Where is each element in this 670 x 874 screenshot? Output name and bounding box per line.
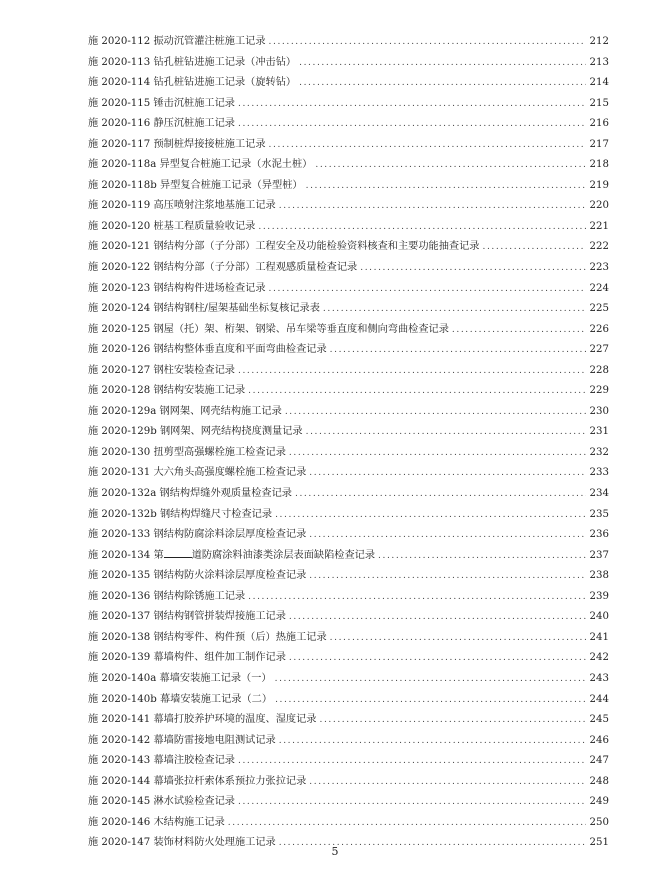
fill-in-blank	[164, 548, 192, 558]
toc-entry-title: 施 2020-145 淋水试验检查记录	[88, 796, 235, 808]
toc-entry[interactable]	[88, 813, 609, 834]
toc-entry-title: 施 2020-112 振动沉管灌注桩施工记录	[88, 36, 266, 47]
toc-leader-dots	[306, 176, 586, 197]
toc-entry-title: 施 2020-131 大六角头高强度螺栓施工检查记录	[88, 467, 307, 479]
toc-entry[interactable]	[88, 32, 609, 53]
toc-leader-dots	[323, 299, 586, 320]
toc-leader-dots	[289, 607, 586, 628]
toc-leader-dots	[330, 628, 586, 649]
toc-leader-dots	[238, 94, 586, 115]
toc-leader-dots	[482, 237, 586, 258]
toc-entry-title: 施 2020-114 钻孔桩钻进施工记录（旋转钻）	[88, 77, 297, 89]
toc-entry-title: 施 2020-129a 钢网架、网壳结构施工记录	[88, 405, 282, 417]
toc-leader-dots	[275, 505, 586, 526]
toc-leader-dots	[309, 772, 586, 793]
toc-entry-title: 施 2020-117 预制桩焊接接桩施工记录	[88, 138, 266, 150]
toc-leader-dots	[269, 279, 586, 300]
toc-entry-page: 241	[589, 631, 609, 643]
toc-entry-page: 214	[589, 77, 609, 89]
toc-entry-page: 220	[589, 200, 609, 212]
toc-entry[interactable]	[88, 340, 609, 361]
toc-entry[interactable]	[88, 463, 609, 484]
toc-entry[interactable]	[88, 772, 609, 793]
toc-entry-page: 222	[589, 241, 609, 253]
toc-leader-dots	[238, 792, 586, 813]
toc-leader-dots	[285, 402, 586, 423]
toc-entry-page: 250	[589, 816, 609, 828]
toc-entry-page: 223	[589, 262, 609, 274]
toc-entry-page: 242	[589, 652, 609, 664]
toc-entry-title: 施 2020-118a 异型复合桩施工记录（水泥土桩）	[88, 159, 313, 171]
toc-entry[interactable]	[88, 402, 609, 423]
toc-entry[interactable]	[88, 669, 609, 690]
toc-entry[interactable]	[88, 505, 609, 526]
toc-entry-page: 239	[589, 590, 609, 602]
toc-leader-dots	[309, 525, 586, 546]
toc-entry[interactable]	[88, 422, 609, 443]
toc-entry-page: 240	[589, 611, 609, 623]
toc-entry-page: 232	[589, 446, 609, 458]
toc-leader-dots	[309, 463, 586, 484]
toc-entry-title: 施 2020-140a 幕墙安装施工记录（一）	[88, 672, 272, 684]
toc-entry-page: 251	[589, 837, 609, 849]
toc-entry-page: 219	[589, 179, 609, 191]
toc-entry[interactable]	[88, 525, 609, 546]
toc-entry-page: 245	[589, 714, 609, 726]
toc-entry-title: 施 2020-136 钢结构除锈施工记录	[88, 590, 246, 602]
toc-entry-title: 施 2020-127 钢柱安装检查记录	[88, 364, 235, 376]
toc-leader-dots	[378, 546, 586, 567]
toc-entry-page: 235	[589, 508, 609, 520]
toc-entry-page: 224	[589, 282, 609, 294]
toc-entry[interactable]	[88, 751, 609, 772]
toc-entry[interactable]	[88, 258, 609, 279]
toc-leader-dots	[330, 340, 586, 361]
toc-entry[interactable]	[88, 196, 609, 217]
toc-entry-title: 施 2020-125 钢屋（托）架、桁架、钢梁、吊车梁等垂直度和侧向弯曲检查记录	[88, 323, 449, 335]
toc-leader-dots	[299, 53, 586, 74]
toc-entry-page: 248	[589, 775, 609, 787]
toc-leader-dots	[258, 217, 586, 238]
toc-entry-title: 施 2020-124 钢结构钢柱/屋架基础坐标复核记录表	[88, 303, 320, 315]
toc-leader-dots	[295, 484, 586, 505]
toc-entry[interactable]	[88, 176, 609, 197]
toc-entry[interactable]	[88, 237, 609, 258]
toc-entry-page: 237	[589, 549, 609, 561]
toc-entry-page: 249	[589, 796, 609, 808]
toc-entry-title: 施 2020-133 钢结构防腐涂料涂层厚度检查记录	[88, 529, 307, 541]
toc-entry[interactable]	[88, 320, 609, 341]
toc-entry-page: 218	[589, 159, 609, 171]
toc-entry-page: 212	[589, 36, 609, 47]
toc-leader-dots	[360, 258, 586, 279]
toc-leader-dots	[452, 320, 586, 341]
toc-entry-title: 施 2020-118b 异型复合桩施工记录（异型桩）	[88, 179, 303, 191]
toc-entry[interactable]	[88, 279, 609, 300]
toc-entry-page: 247	[589, 755, 609, 767]
toc-entry[interactable]	[88, 731, 609, 752]
toc-entry-page: 217	[589, 138, 609, 150]
toc-entry-title: 施 2020-132a 钢结构焊缝外观质量检查记录	[88, 488, 292, 500]
toc-entry-title: 施 2020-116 静压沉桩施工记录	[88, 118, 235, 130]
toc-entry-page: 230	[589, 405, 609, 417]
toc-entry-page: 225	[589, 303, 609, 315]
toc-entry-title: 施 2020-130 扭剪型高强螺栓施工检查记录	[88, 446, 286, 458]
toc-entry[interactable]	[88, 53, 609, 74]
toc-leader-dots	[248, 587, 586, 608]
toc-entry-title: 施 2020-128 钢结构安装施工记录	[88, 385, 246, 397]
toc-entry-page: 215	[589, 97, 609, 109]
toc-entry-page: 227	[589, 344, 609, 356]
toc-entry-title-prefix: 施 2020-134 第	[88, 549, 164, 561]
toc-entry-page: 233	[589, 467, 609, 479]
toc-entry-title: 施 2020-113 钻孔桩钻进施工记录（冲击钻）	[88, 56, 297, 68]
toc-entry[interactable]	[88, 607, 609, 628]
toc-entry-title-suffix: 道防腐涂料油漆类涂层表面缺陷检查记录	[191, 549, 376, 561]
toc-entry-title: 施 2020-147 装饰材料防火处理施工记录	[88, 837, 276, 849]
toc-entry[interactable]	[88, 217, 609, 238]
toc-leader-dots	[289, 443, 586, 464]
toc-entry-title: 施 2020-129b 钢网架、网壳结构挠度测量记录	[88, 426, 303, 438]
toc-leader-dots	[238, 751, 586, 772]
toc-entry-title: 施 2020-122 钢结构分部（子分部）工程观感质量检查记录	[88, 262, 358, 274]
toc-entry[interactable]	[88, 73, 609, 94]
toc-entry-title: 施 2020-123 钢结构构件进场检查记录	[88, 282, 266, 294]
toc-entry-title	[88, 546, 375, 567]
toc-entry-title: 施 2020-143 幕墙注胶检查记录	[88, 755, 235, 767]
toc-leader-dots	[269, 32, 586, 53]
toc-entry[interactable]	[88, 155, 609, 176]
toc-leader-dots	[248, 381, 586, 402]
toc-entry[interactable]	[88, 566, 609, 587]
toc-entry-title: 施 2020-121 钢结构分部（子分部）工程安全及功能检验资料核查和主要功能抽查记录	[88, 241, 480, 253]
toc-entry[interactable]	[88, 381, 609, 402]
toc-entry[interactable]	[88, 628, 609, 649]
toc-entry-title: 施 2020-138 钢结构零件、构件预（后）热施工记录	[88, 631, 327, 643]
toc-entry-title: 施 2020-146 木结构施工记录	[88, 816, 225, 828]
toc-entry-page: 231	[589, 426, 609, 438]
toc-entry[interactable]	[88, 690, 609, 711]
toc-entry-page: 243	[589, 672, 609, 684]
toc-entry[interactable]	[88, 114, 609, 135]
toc-entry-title: 施 2020-115 锤击沉桩施工记录	[88, 97, 235, 109]
toc-entry-title: 施 2020-119 高压喷射注浆地基施工记录	[88, 200, 276, 212]
page-number: 5	[331, 845, 339, 858]
toc-entry-page: 226	[589, 323, 609, 335]
toc-entry[interactable]	[88, 710, 609, 731]
toc-entry-title: 施 2020-139 幕墙构件、组件加工制作记录	[88, 652, 286, 664]
toc-entry-page: 234	[589, 488, 609, 500]
toc-leader-dots	[315, 155, 586, 176]
toc-entry-title: 施 2020-142 幕墙防雷接地电阻测试记录	[88, 734, 276, 746]
toc-entry-page: 238	[589, 570, 609, 582]
toc-leader-dots	[275, 690, 586, 711]
toc-entry[interactable]	[88, 135, 609, 156]
toc-entry-title: 施 2020-144 幕墙张拉杆索体系预拉力张拉记录	[88, 775, 307, 787]
toc-entry-page: 229	[589, 385, 609, 397]
table-of-contents	[88, 32, 609, 854]
toc-leader-dots	[289, 648, 586, 669]
toc-entry-title: 施 2020-140b 幕墙安装施工记录（二）	[88, 693, 273, 705]
toc-entry[interactable]	[88, 299, 609, 320]
toc-entry-page: 244	[589, 693, 609, 705]
toc-entry-title: 施 2020-141 幕墙打胶养护环境的温度、湿度记录	[88, 714, 317, 726]
toc-entry-page: 213	[589, 56, 609, 68]
toc-entry-page: 228	[589, 364, 609, 376]
toc-entry[interactable]	[88, 587, 609, 608]
toc-leader-dots	[319, 710, 586, 731]
toc-entry-page: 246	[589, 734, 609, 746]
toc-entry[interactable]	[88, 648, 609, 669]
toc-entry[interactable]	[88, 94, 609, 115]
toc-entry[interactable]	[88, 546, 609, 567]
toc-leader-dots	[279, 731, 586, 752]
toc-leader-dots	[238, 361, 586, 382]
toc-entry[interactable]	[88, 361, 609, 382]
toc-entry-title: 施 2020-137 钢结构钢管拼装焊接施工记录	[88, 611, 286, 623]
toc-leader-dots	[275, 669, 586, 690]
toc-entry-page: 221	[589, 220, 609, 232]
toc-entry-title: 施 2020-120 桩基工程质量验收记录	[88, 220, 256, 232]
toc-entry[interactable]	[88, 443, 609, 464]
toc-entry[interactable]	[88, 484, 609, 505]
toc-leader-dots	[269, 135, 586, 156]
toc-entry-title: 施 2020-132b 钢结构焊缝尺寸检查记录	[88, 508, 273, 520]
toc-leader-dots	[306, 422, 586, 443]
toc-entry-title: 施 2020-135 钢结构防火涂料涂层厚度检查记录	[88, 570, 307, 582]
toc-leader-dots	[279, 196, 586, 217]
toc-leader-dots	[228, 813, 586, 834]
toc-entry[interactable]	[88, 792, 609, 813]
toc-leader-dots	[309, 566, 586, 587]
toc-entry-title: 施 2020-126 钢结构整体垂直度和平面弯曲检查记录	[88, 344, 327, 356]
toc-leader-dots	[238, 114, 586, 135]
toc-entry-page: 216	[589, 118, 609, 130]
toc-entry-page: 236	[589, 529, 609, 541]
toc-leader-dots	[299, 73, 586, 94]
